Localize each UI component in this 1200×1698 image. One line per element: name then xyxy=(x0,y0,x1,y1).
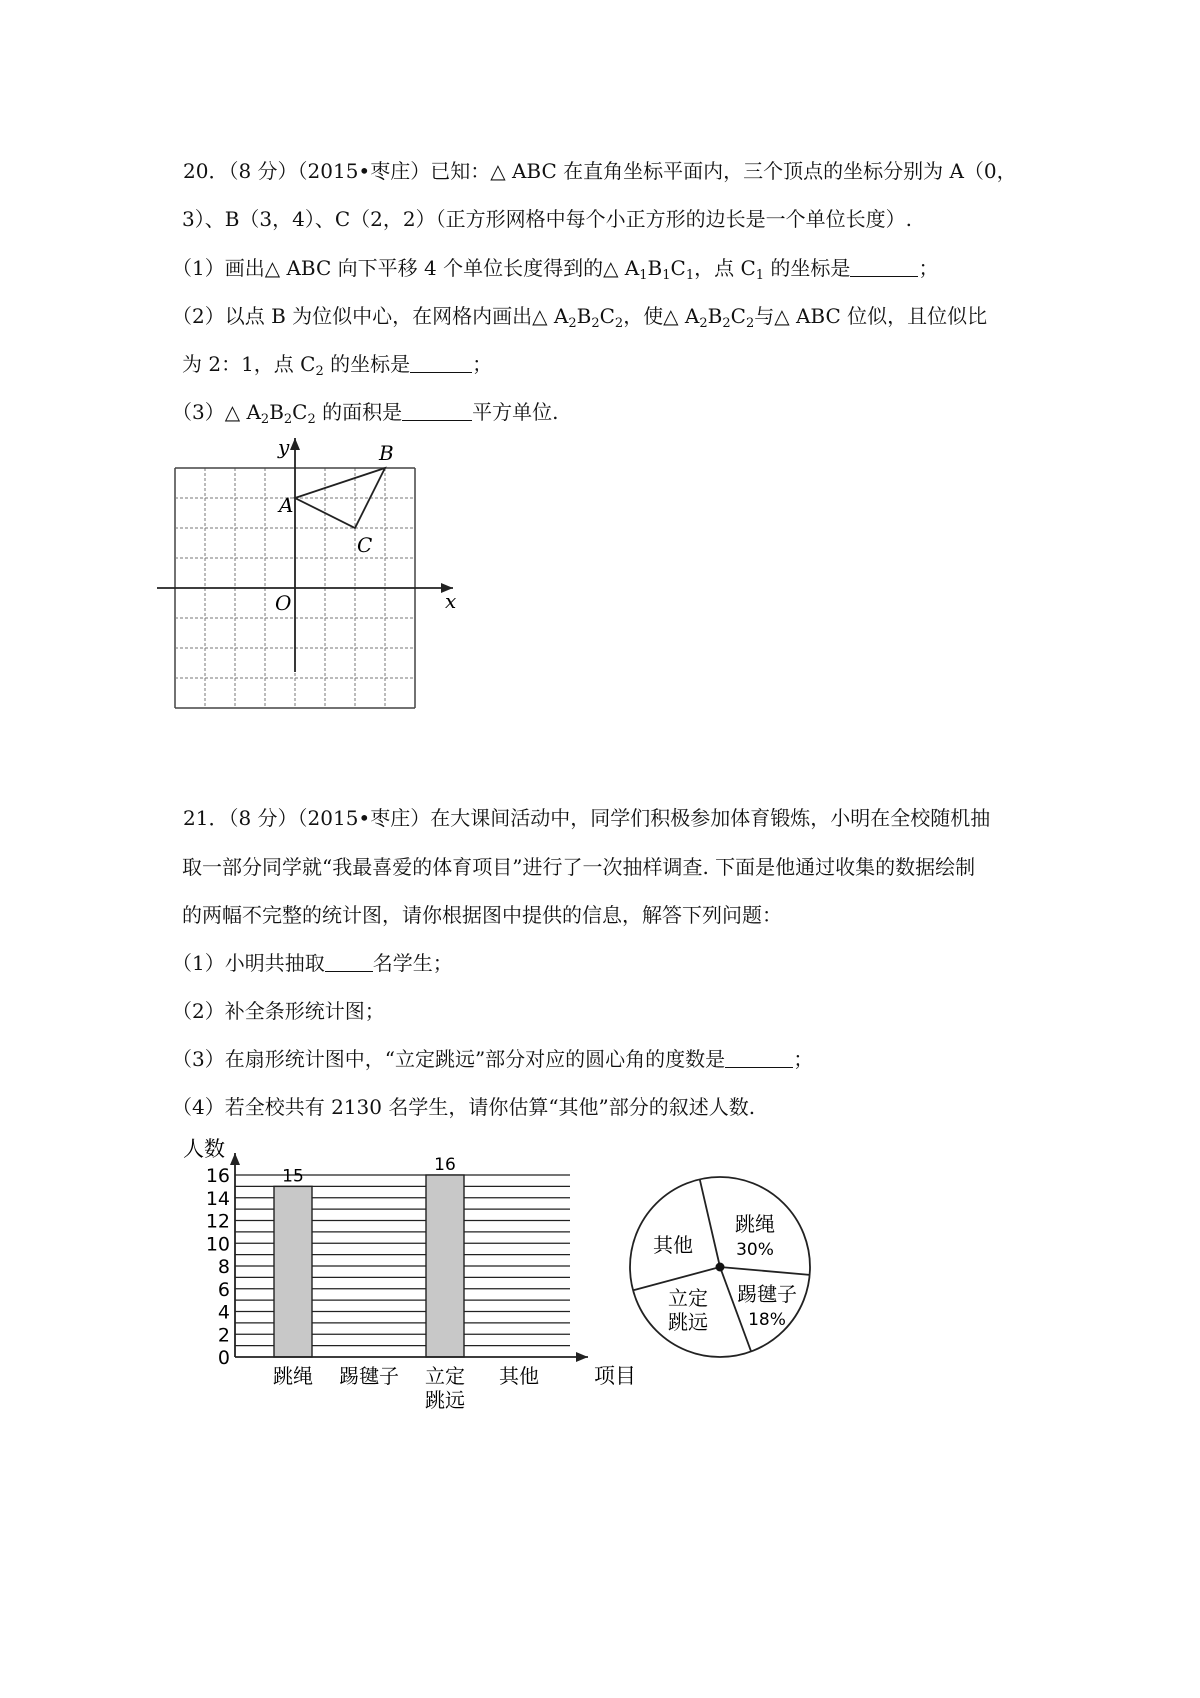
pie-slice-label: 踢毽子 xyxy=(737,1282,797,1306)
bar-chart-data-label: 15 xyxy=(282,1166,304,1187)
bar-chart-data-label: 16 xyxy=(434,1155,456,1175)
q20-part-1: （1）画出△ ABC 向下平移 4 个单位长度得到的△ $A_1B_1C_1$，点 $C_1$ 的坐标是 ； xyxy=(172,256,939,283)
bar-chart-ytick-label: 6 xyxy=(217,1278,230,1301)
origin-label: O xyxy=(275,591,292,615)
q21-part-1: （1）小明共抽取 名学生； xyxy=(172,951,453,975)
q21-part-2: （2）补全条形统计图； xyxy=(172,999,385,1023)
bar-chart-ytick-label: 10 xyxy=(205,1233,230,1256)
bar-chart-ytick-label: 14 xyxy=(205,1187,230,1210)
bar-chart-category-label: 其他 xyxy=(499,1364,539,1388)
pie-slice-label: 跳绳 xyxy=(735,1212,775,1236)
x-axis-label: x xyxy=(445,589,457,613)
q20-title-line-1: 20．（8 分）（2015•枣庄）已知：△ ABC 在直角坐标平面内，三个顶点的坐标分别为 A（0， xyxy=(183,159,1017,183)
pie-slice-label: 立定 xyxy=(668,1286,708,1310)
bar-chart-ylabel: 人数 xyxy=(183,1137,225,1161)
q20-part-2-cont: 为 2：1，点 $C_2$ 的坐标是 ； xyxy=(182,352,493,379)
bar-chart-category-label: 踢毽子 xyxy=(339,1364,399,1388)
pie-slice-label: 其他 xyxy=(653,1233,693,1257)
pie-slice-percent-label: 30% xyxy=(736,1240,774,1260)
bar-chart-category-label: 跳远 xyxy=(425,1388,465,1412)
q20-part-2: （2）以点 B 为位似中心，在网格内画出△ $A_2B_2C_2$，使△ $A_2B_2C_2$与△ ABC 位似，且位似比 xyxy=(172,304,988,331)
q20-part-3: （3）△ $A_2B_2C_2$ 的面积是 平方单位. xyxy=(172,400,559,427)
q20-title-line-2: 3）、B（3，4）、C（2，2）（正方形网格中每个小正方形的边长是一个单位长度）. xyxy=(182,207,912,231)
bar-chart-xlabel: 项目 xyxy=(594,1364,636,1388)
y-axis-label: y xyxy=(278,435,290,459)
q21-title-line-1: 21．（8 分）（2015•枣庄）在大课间活动中，同学们积极参加体育锻炼，小明在全校随机抽 xyxy=(183,806,991,830)
point-b-label: B xyxy=(379,441,394,465)
pie-slice-percent-label: 18% xyxy=(748,1310,786,1330)
q21-title-line-2: 取一部分同学就“我最喜爱的体育项目”进行了一次抽样调查. 下面是他通过收集的数据绘制 xyxy=(182,855,976,879)
bar-chart-category-label: 跳绳 xyxy=(273,1364,313,1388)
bar-chart-ytick-label: 8 xyxy=(217,1256,230,1278)
bar-chart-category-label: 立定 xyxy=(425,1364,465,1388)
bar-chart-ytick-label: 12 xyxy=(205,1210,230,1233)
point-a-label: A xyxy=(279,493,294,517)
pie-center-dot xyxy=(716,1263,725,1272)
pie-slice-label: 跳远 xyxy=(668,1310,708,1334)
q21-part-4: （4）若全校共有 2130 名学生，请你估算“其他”部分的叙述人数. xyxy=(172,1095,756,1119)
point-c-label: C xyxy=(357,533,373,557)
q21-title-line-3: 的两幅不完整的统计图，请你根据图中提供的信息，解答下列问题： xyxy=(182,903,782,927)
bar-chart-ytick-label: 2 xyxy=(217,1324,230,1347)
bar-chart-ytick-label: 0 xyxy=(217,1347,230,1369)
bar-chart-ytick-label: 4 xyxy=(217,1301,230,1324)
bar-chart-ytick-label: 16 xyxy=(205,1165,230,1187)
q21-part-3: （3）在扇形统计图中，“立定跳远”部分对应的圆心角的度数是 ； xyxy=(172,1047,814,1071)
